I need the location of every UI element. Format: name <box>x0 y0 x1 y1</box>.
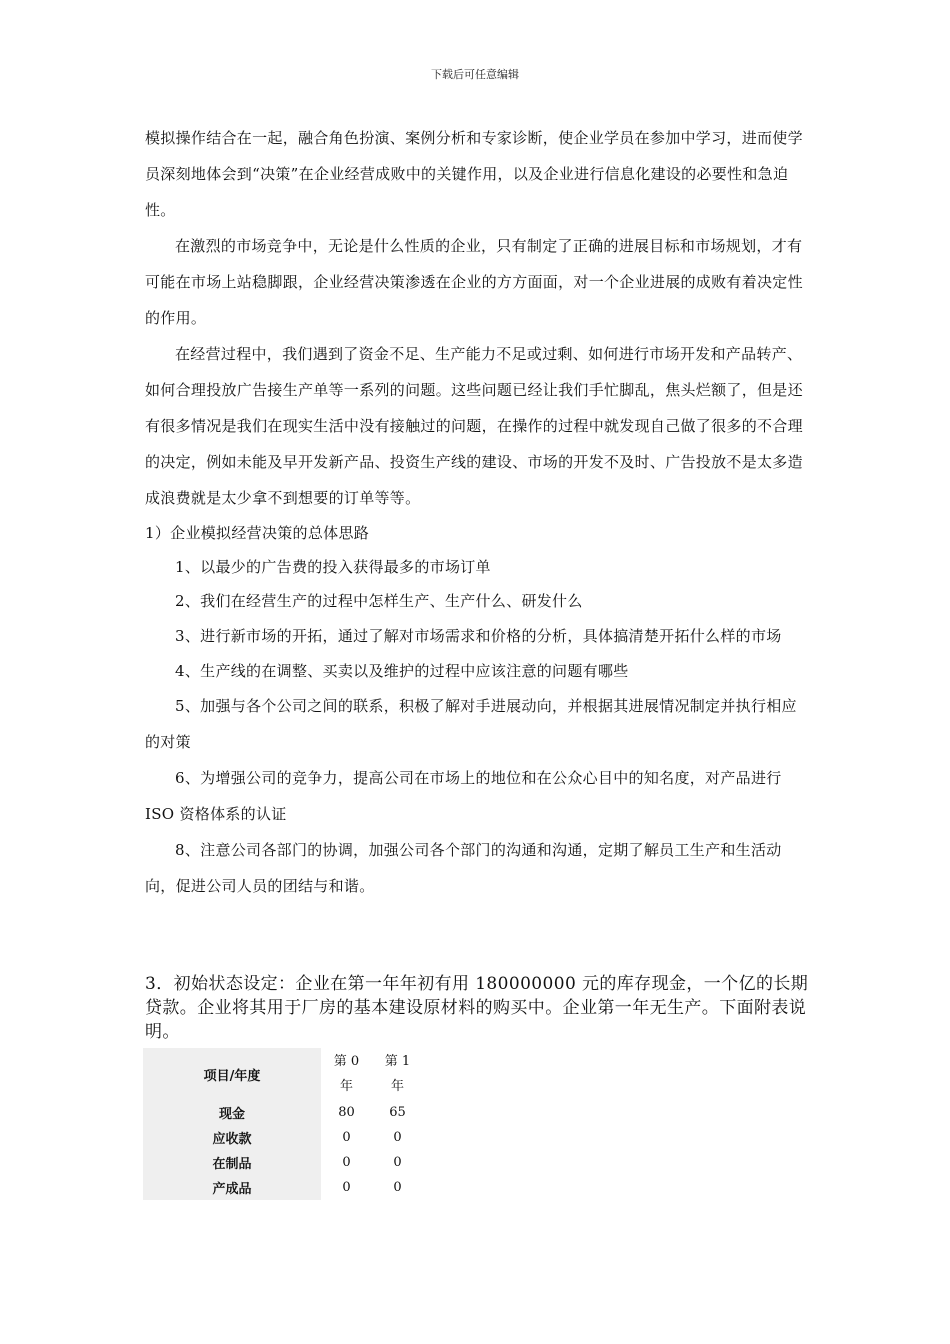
section-initial-state-text: 3．初始状态设定：企业在第一年年初有用 180000000 元的库存现金，一个亿的长期贷款。企业将其用于厂房的基本建设原材料的购买中。企业第一年无生产。下面附表说明。 <box>145 974 809 1042</box>
table-header-label: 项目/年度 <box>143 1048 321 1100</box>
list-item: 6、为增强公司的竞争力，提高公司在市场上的地位和在公众心目中的知名度，对产品进行 ISO 资格体系的认证 <box>145 769 782 823</box>
row-label: 现金 <box>143 1100 321 1125</box>
row-label: 产成品 <box>143 1175 321 1200</box>
year-header-line1: 第 0 <box>333 1054 360 1069</box>
list-item: 8、注意公司各部门的协调，加强公司各个部门的沟通和沟通，定期了解员工生产和生活动向，促进公司人员的团结与和谐。 <box>145 841 782 895</box>
row-label: 在制品 <box>143 1150 321 1175</box>
subheading-decision-approach: 1）企业模拟经营决策的总体思路 <box>145 524 370 542</box>
list-item: 2、我们在经营生产的过程中怎样生产、生产什么、研发什么 <box>175 592 583 610</box>
list-item: 4、生产线的在调整、买卖以及维护的过程中应该注意的问题有哪些 <box>175 662 629 680</box>
page-header: 下载后可任意编辑 <box>431 68 519 81</box>
year-header-line1: 第 1 <box>384 1054 411 1069</box>
paragraph-intro: 模拟操作结合在一起，融合角色扮演、案例分析和专家诊断，使企业学员在参加中学习，进而使学员深刻地体会到“决策”在企业经营成败中的关键作用，以及企业进行信息化建设的必要性和急迫性。 <box>145 129 803 219</box>
paragraph-problems: 在经营过程中，我们遇到了资金不足、生产能力不足或过剩、如何进行市场开发和产品转产、如何合理投放广告接生产单等一系列的问题。这些问题已经让我们手忙脚乱，焦头烂额了，但是还有很多情况是我们在现实生活中没有接触过的问题，在操作的过程中就发现自己做了很多的不合理的决定，例如未能及早开发新产品、投资生产线的建设、市场的开发不及时、广告投放不是太多造成浪费就是太少拿不到想要的订单等等。 <box>145 345 803 507</box>
section-initial-state <box>145 972 825 1044</box>
table-year-header <box>372 1048 423 1100</box>
row-label: 应收款 <box>143 1125 321 1150</box>
body-text <box>145 120 810 904</box>
table-cell: 0 <box>393 1155 402 1170</box>
table-row <box>143 1100 423 1125</box>
table-cell: 0 <box>393 1180 402 1195</box>
table-year-header <box>321 1048 372 1100</box>
table-cell: 80 <box>338 1105 355 1120</box>
table-cell: 0 <box>342 1155 351 1170</box>
table-header-row <box>143 1048 423 1100</box>
table-row <box>143 1150 423 1175</box>
list-item: 5、加强与各个公司之间的联系，积极了解对手进展动向，并根据其进展情况制定并执行相应的对策 <box>145 697 797 751</box>
year-header-line2: 年 <box>390 1079 404 1094</box>
table-cell: 0 <box>342 1180 351 1195</box>
year-header-line2: 年 <box>339 1079 353 1094</box>
table-cell: 65 <box>389 1105 406 1120</box>
initial-state-table <box>143 1048 423 1200</box>
table-cell: 0 <box>342 1130 351 1145</box>
table-cell: 0 <box>393 1130 402 1145</box>
list-item: 1、以最少的广告费的投入获得最多的市场订单 <box>175 558 491 576</box>
table-row <box>143 1125 423 1150</box>
table-row <box>143 1175 423 1200</box>
list-item: 3、进行新市场的开拓，通过了解对市场需求和价格的分析，具体搞清楚开拓什么样的市场 <box>175 627 782 645</box>
paragraph-competition: 在激烈的市场竞争中，无论是什么性质的企业，只有制定了正确的进展目标和市场规划，才有可能在市场上站稳脚跟，企业经营决策渗透在企业的方方面面，对一个企业进展的成败有着决定性的作用。 <box>145 237 803 327</box>
